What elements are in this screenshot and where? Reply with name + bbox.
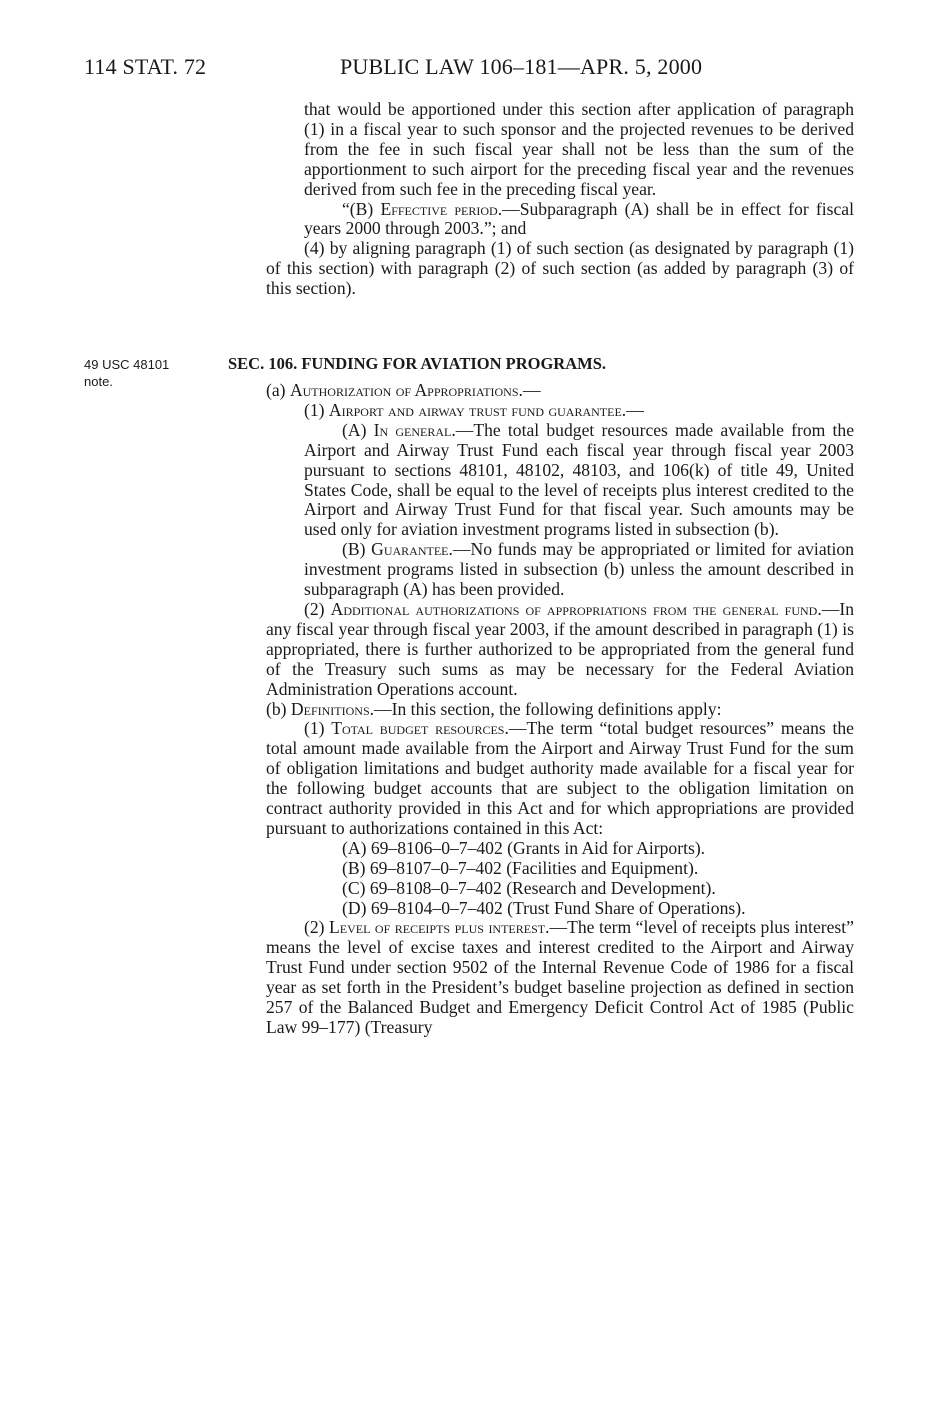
paragraph-b2-heading: Level of receipts plus interest. bbox=[329, 917, 550, 938]
subsection-b-text: —In this section, the following definitions apply: bbox=[374, 698, 722, 719]
paragraph-b2-prefix: (2) bbox=[304, 917, 330, 938]
item-4-paragraph: (4) by aligning paragraph (1) of such section (as designated by paragraph (1) of this section) with paragraph (2) of such section (as added by paragraph (3) of this section). bbox=[266, 238, 854, 299]
paragraph-b1 bbox=[266, 719, 854, 838]
running-title-header: PUBLIC LAW 106–181—APR. 5, 2000 bbox=[340, 54, 703, 79]
paragraph-a1-heading: Airport and airway trust fund guarantee. bbox=[328, 399, 627, 420]
continuation-block bbox=[266, 100, 854, 299]
subsection-b-prefix: (b) bbox=[266, 698, 291, 719]
paragraph-b1-text: —The term “total budget resources” means the total amount made available from the Airport and Airway Trust Fund for the sum of obligation limitations and budget authority made available for a fiscal year for the following budget accounts that are subject to the obligation limitation on contract authority provided in this Act and for which appropriations are provided pursuant to authorizations contained in this Act: bbox=[266, 718, 854, 838]
account-item: (C) 69–8108–0–7–402 (Research and Development). bbox=[342, 877, 716, 898]
subparagraph-a1A bbox=[304, 421, 854, 540]
paragraph-a2-text: —In any fiscal year through fiscal year 2003, if the amount described in paragraph (1) is appropriated, there is further authorized to be appropriated from the general fund of the Treasury such sums as may be necessary for the Federal Aviation Administration Operations account. bbox=[266, 598, 854, 699]
paragraph-a2-heading: Additional authorizations of appropriations from the general fund. bbox=[330, 598, 822, 619]
subparagraph-a1B bbox=[304, 540, 854, 600]
subparagraph-a1B-prefix: (B) bbox=[342, 539, 372, 560]
effective-period-paragraph bbox=[304, 200, 854, 240]
paragraph-b2 bbox=[266, 918, 854, 1037]
section-body bbox=[228, 381, 854, 1038]
paragraph-b2-text: —The term “level of receipts plus interest” means the level of excise taxes and interest credited to the Airport and Airway Trust Fund under section 9502 of the Internal Revenue Code of 1986 for a fiscal year as set forth in the President’s budget baseline projection as defined in section 257 of the Balanced Budget and Emergency Deficit Control Act of 1985 (Public Law 99–177) (Treasury bbox=[266, 917, 854, 1037]
effective-prefix: “(B) bbox=[342, 198, 381, 219]
subsection-b bbox=[228, 700, 854, 720]
page-number-header: 114 STAT. 72 bbox=[84, 54, 207, 79]
section-block bbox=[228, 354, 854, 374]
subsection-a-dash: — bbox=[522, 380, 541, 400]
margin-note-label: note. bbox=[84, 374, 113, 389]
subsection-b-heading: Definitions. bbox=[290, 698, 375, 719]
paragraph-a1-dash: — bbox=[626, 399, 644, 420]
section-heading: SEC. 106. FUNDING FOR AVIATION PROGRAMS. bbox=[228, 354, 607, 373]
paragraph-a1 bbox=[228, 401, 854, 421]
carry-over-paragraph: that would be apportioned under this section after application of paragraph (1) in a fiscal year to such sponsor and the projected revenues to be derived from the fee in such fiscal year shall not be less than the sum of the apportionment to such airport for the preceding fiscal year and the revenues derived from such fee in the preceding fiscal year. bbox=[304, 99, 854, 199]
account-item: (B) 69–8107–0–7–402 (Facilities and Equipment). bbox=[342, 857, 699, 878]
paragraph-a1-prefix: (1) bbox=[304, 399, 329, 420]
margin-note-citation: 49 USC 48101 bbox=[84, 357, 170, 372]
subsection-a-prefix: (a) bbox=[266, 380, 290, 400]
effective-heading: Effective period. bbox=[380, 198, 503, 219]
subparagraph-a1A-heading: In general. bbox=[373, 419, 456, 440]
account-item: (D) 69–8104–0–7–402 (Trust Fund Share of Operations). bbox=[342, 897, 746, 918]
subsection-a bbox=[228, 381, 854, 401]
subparagraph-a1A-prefix: (A) bbox=[342, 419, 374, 440]
paragraph-b1-heading: Total budget resources. bbox=[331, 718, 509, 739]
subparagraph-a1B-text: —No funds may be appropriated or limited for aviation investment programs listed in subsection (b) unless the amount described in subparagraph (A) has been provided. bbox=[304, 539, 854, 600]
paragraph-a2 bbox=[266, 600, 854, 700]
subparagraph-a1A-text: —The total budget resources made available from the Airport and Airway Trust Fund each fiscal year through fiscal year 2003 pursuant to sections 48101, 48102, 48103, and 106(k) of title 49, United States Code, shall be equal to the level of receipts plus interest credited to the Airport and Airway Trust Fund for that fiscal year. Such amounts may be used only for aviation investment programs listed in subsection (b). bbox=[304, 419, 855, 540]
margin-note bbox=[84, 356, 169, 390]
paragraph-b1-prefix: (1) bbox=[304, 718, 332, 739]
subparagraph-a1B-heading: Guarantee. bbox=[371, 539, 453, 560]
effective-text: —Subparagraph (A) shall be in effect for fiscal years 2000 through 2003.”; and bbox=[304, 198, 854, 239]
subsection-a-heading: Authorization of Appropriations. bbox=[289, 380, 523, 400]
paragraph-a2-prefix: (2) bbox=[304, 598, 331, 619]
account-item: (A) 69–8106–0–7–402 (Grants in Aid for Airports). bbox=[342, 837, 706, 858]
